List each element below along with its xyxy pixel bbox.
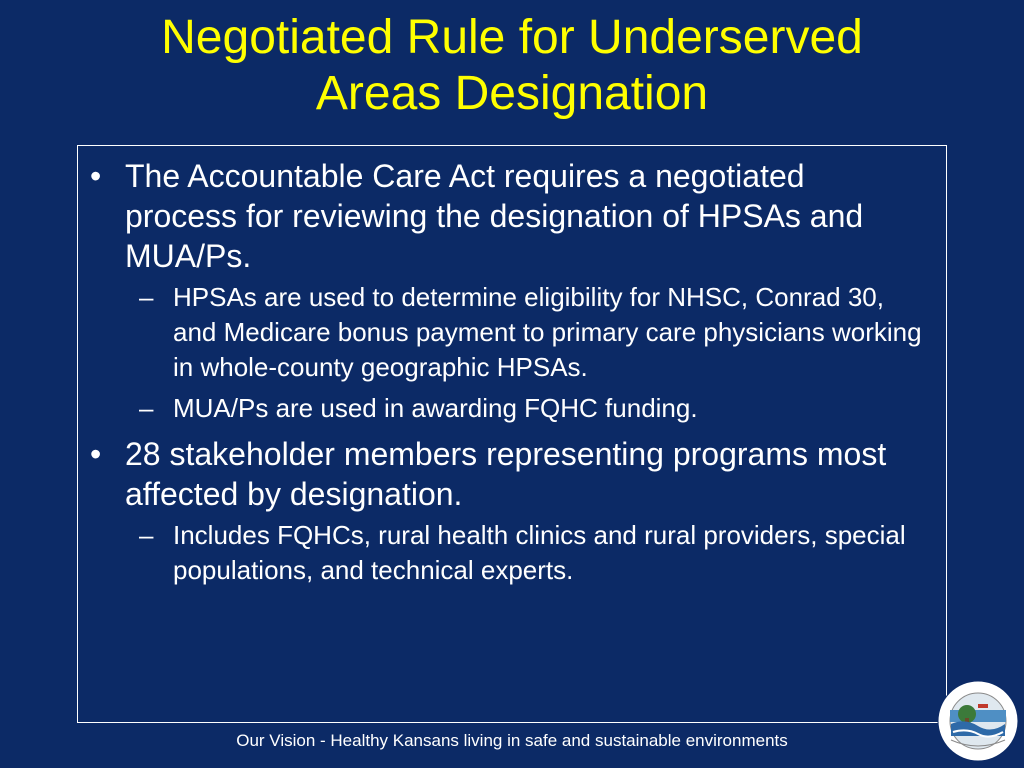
content-box <box>77 145 947 723</box>
sub-bullet-item <box>125 280 924 385</box>
bullet-text: The Accountable Care Act requires a negotiated process for reviewing the designation of HPSAs and MUA/Ps. <box>125 158 864 274</box>
bullet-marker: • <box>90 158 102 194</box>
bullet-item <box>78 156 924 426</box>
sub-bullet-text: HPSAs are used to determine eligibility for NHSC, Conrad 30, and Medicare bonus payment to primary care physicians working in whole-county geographic HPSAs. <box>173 282 922 382</box>
bullet-item <box>78 434 924 588</box>
footer-vision: Our Vision - Healthy Kansans living in safe and sustainable environments <box>236 731 788 750</box>
slide-title-line-2: Areas Designation <box>315 67 709 120</box>
slide-title <box>0 10 1024 122</box>
bullet-marker: • <box>90 436 102 472</box>
kdhe-seal-icon <box>937 680 1019 762</box>
sub-bullet-marker: – <box>139 393 154 423</box>
sub-bullet-marker: – <box>139 520 154 550</box>
sub-bullet-item <box>125 391 924 426</box>
slide-title-line-1: Negotiated Rule for Underserved <box>161 11 863 64</box>
sub-bullet-marker: – <box>139 282 154 312</box>
sub-bullet-list <box>125 518 924 588</box>
bullet-text: 28 stakeholder members representing programs most affected by designation. <box>125 436 887 512</box>
sub-bullet-text: MUA/Ps are used in awarding FQHC funding. <box>173 393 698 423</box>
sub-bullet-text: Includes FQHCs, rural health clinics and rural providers, special populations, and technical experts. <box>173 520 906 585</box>
sub-bullet-list <box>125 280 924 426</box>
sub-bullet-item <box>125 518 924 588</box>
bullet-list <box>78 146 946 588</box>
